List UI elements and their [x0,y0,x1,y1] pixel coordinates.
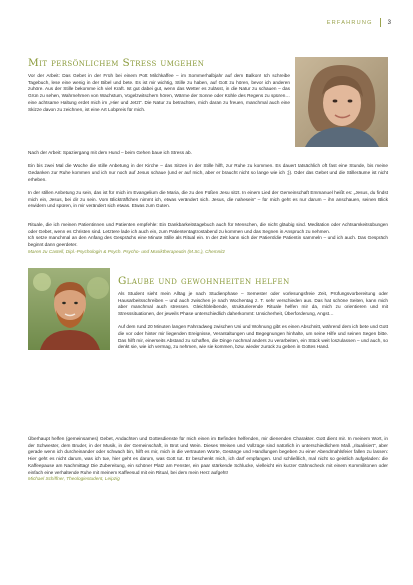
section2-signature: Michael Schiffner, Theologiestudent, Leipzig [28,476,120,482]
section1-signature: Maren zu Castell, Dipl.-Psychologin & Psych. Psycho- und Musiktherapeutin (M.Sc.), Chemnitz [28,248,225,254]
section1-paragraph: Nach der Arbeit: Spaziergang mit dem Hund – beim Gehen baue ich Stress ab. [28,150,192,155]
portrait-man-icon [28,268,110,350]
section1-rituals [28,222,388,262]
section2-body [28,436,388,489]
section1-title: Mit persönlichem Stress umgehen [28,57,205,69]
section2-paragraph: Auf dem rund 20 Minuten langen Fahrradweg zwischen Uni und Wohnung gibt es einen Abschnitt, während dem ich bete und Gott die vor oder hinter mir liegenden Ereignisse, Verantaltungen und Begegnungen hinhalte, um seine Hilfe und seinen Segen bitte. Das hilft mir, einerseits Abstand zu schaffen, die Dinge nochmal anders zu verarbeiten, ein Stück weit loszulassen – und auch, so denkt sie, wie ich vermag, zu nehmen, wie sie kommen, bzw. wieder zurück zu geben in Gottes Hand. [118,324,388,350]
portrait-woman [295,57,388,147]
section1-paragraph: Rituale, die ich meinen Patientinnen und Patienten empfehle: Ein Dankbarkeitstagebuch auch für Menschen, die nicht gläubig sind. Meditation oder Achtsamkeitsübungen oder Gebet, wenn es Christen sind. Letztere lade ich auch ein, zum Patiententagtrostabend zu kommen und das Segnen in Anspruch zu nehmen. [28,222,388,234]
portrait-man [28,268,110,350]
section2-title: Glaube und gewohnheiten helfen [118,275,290,287]
header-divider [380,18,381,27]
section1-intro [28,73,290,120]
section1-paragraph: Ich setze manchmal an den Anfang des Gesprächs eine Minute Stille als Ritual ein. In der Zeit kann sich der Patient/die Patientin sammeln – und ich auch. Das Gespräch beginnt dann geerdeter. [28,235,388,248]
page-header [327,18,391,27]
section1-paragraph: In der stillen Anbetung zu sein, das ist für mich im Evangelium die Maria, die zu den Füßen Jesu sitzt. In einem Lied der Gemeinschaft Emmanuel heißt es: „Jesus, du findst mich ein, Jesus, bei dir zu sein. Vom Blickträffchen nimmt ich, etwas verändert sich. Jesus, die nahesein“ – für mich geht es nur darum – ihn anschauen, seinen Blick erwidern und spüren, in mir verändert sich etwas. Etwas zum Guten. [28,189,388,209]
portrait-woman-icon [295,57,388,147]
section2-paragraph: Überhaupt helfen (gemeinsames) Gebet, Andachten und Gottesdienste für mich einen im Befinden helfenden, mir dienenden Charakter. Gott dient mir. In meinem Wort, in der Schwester, dem Bruder, in der Musik, in der Gemeinschaft, in Brot und Wein. Dieses Weisen und Vollzüge sind natürlich in unterschiedlichem Maß „ritualisiert“, aber gerade wenn ich durcheinander oder schwach bin, hilft es mir, mich in die vertrauten Worte, Gesänge und Handlungen begeben zu einer Abendmahlsfeier fallen zu lassen: Hier geht es nicht darum, was ich tue, hier geht es darum, was Gott tut. Er beschenkt mich, ich darf empfangen. Und schließlich, mal nicht so geistlich aufgeladen: die Kaffeepause am Nachmittag! Die Zubereitung, ein schöner Platz am Fenster, ein paar stärkende Schlucke, vielleicht ein kurzer Gähnscheck mit einem Kommilitonen oder einfach eine verhaltende Ruhe mit meinem Kaffeesud mit ein Ritual, bei dem mein Herz aufgeht! [28,436,388,475]
section2-intro [118,291,388,358]
page-number: 3 [387,19,391,26]
section1-body [28,150,388,216]
section1-paragraph: Ein bis zwei Mal die Woche die stille Anbetung in der Kirche – das Sitzen in der Stille hilft, zur Ruhe zu kommen. Es dauert tatsächlich oft fast eine Stunde, bis meine Gedanken zur Ruhe kommen und ich nur noch auf Jesus schaue (und er auf mich, aber er braucht nicht so lange wie ich ;)). Oder das Gebet und die Stilleräume ist nicht erheben. [28,163,388,182]
section1-intro-text: Vor der Arbeit: Das Gebet in der Früh bei einem Pott Milchkaffee – im Sommerhalbjahr auf dem Balkon! Ich schreibe Tagebuch, lese eine wenig in der Bibel und bete. Es ist mir wichtig, Stille zu haben, auf Gott zu hören, bevor ich anderen zuhöre. Aus der Stille bekomme ich viel Kraft. Ist gut dabei gut, wenn das Wetter es zulässt, in die Natur zu schauen – das Grün zu sehen, Wahrnehmen von Wachstum, Vogelzwitschern hören, Wärme der Sonne oder Kühle des Regens zu spüren… eine achtsame Haltung erdet mich im „Hier und Jetzt“. Die Natur zu betrachten, mich daran zu freuen, manchmal auch eine Skizze davon zu zeichnen, ist eine Art Lobpreis für mich. [28,73,290,112]
section-category: ERFAHRUNG [326,19,373,26]
section2-intro-text: Als Student sieht mein Alltag je nach Studienphase – Semester oder vorlesungsfreie Zeit, Prüfungsvorbereitung oder Hausarbeitsschreiben – und auch zwischen je nach Wochentag z. T. sehr verschieden aus. Das hat schöne Seiten, kann mich aber manchmal auch stressen. Gleichbleibende, strukturierende Rituale helfen mir da, mich zu orientieren und mit Stresssituationen, der jeweils Phase unterschiedlich daherkommt: Unsicherheit, Überforderung, Angst… [118,291,388,317]
